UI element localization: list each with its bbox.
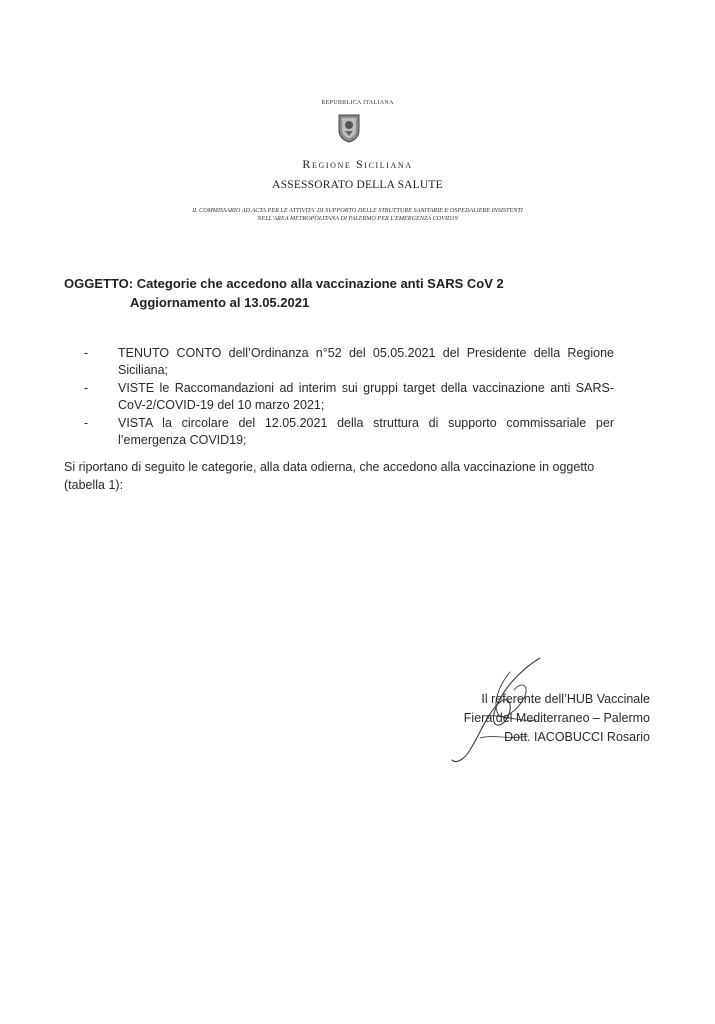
bullet-dash: - [84, 346, 89, 360]
region-name: Regione Siciliana [302, 157, 413, 171]
premise-text: TENUTO CONTO dell’Ordinanza n°52 del 05.05.2021 del Presidente della Regione Siciliana; [118, 346, 614, 377]
bullet-dash: - [84, 416, 89, 430]
department-name: ASSESSORATO DELLA SALUTE [272, 179, 443, 191]
commissioner-line-2: NELL'AREA METROPOLITANA DI PALERMO PER L'EMERGENZA COVID19 [257, 215, 458, 222]
italian-emblem-icon [336, 113, 362, 143]
subject-title: Categorie che accedono alla vaccinazione anti SARS CoV 2 [136, 276, 504, 291]
bullet-dash: - [84, 381, 89, 395]
signatory-name: Dott. IACOBUCCI Rosario [504, 730, 650, 744]
premise-text: VISTE le Raccomandazioni ad interim sui gruppi target della vaccinazione anti SARS-CoV-2/COVID-19 del 10 marzo 2021; [118, 381, 614, 412]
list-item [84, 345, 614, 379]
republic-heading: REPUBBLICA ITALIANA [321, 100, 394, 106]
commissioner-title [110, 207, 605, 223]
premise-text: VISTA la circolare del 12.05.2021 della struttura di supporto commissariale per l’emergenza COVID19; [118, 416, 614, 447]
list-item [84, 380, 614, 414]
premises-list [84, 345, 614, 450]
subject-block [64, 274, 664, 312]
list-item [84, 415, 614, 449]
signatory-block [430, 690, 650, 747]
commissioner-line-1: IL COMMISSARIO AD ACTA PER LE ATTIVITA' DI SUPPORTO DELLE STRUTTURE SANITARIE E OSPEDALIERE INSISTENTI [192, 207, 523, 214]
intro-paragraph: Si riportano di seguito le categorie, alla data odierna, che accedono alla vaccinazione in oggetto (tabella 1): [64, 460, 595, 492]
subject-label: OGGETTO: [64, 276, 134, 291]
signatory-location: Fiera del Mediterraneo – Palermo [463, 711, 650, 725]
signatory-role: Il referente dell’HUB Vaccinale [481, 692, 650, 706]
subject-update: Aggiornamento al 13.05.2021 [130, 295, 310, 310]
